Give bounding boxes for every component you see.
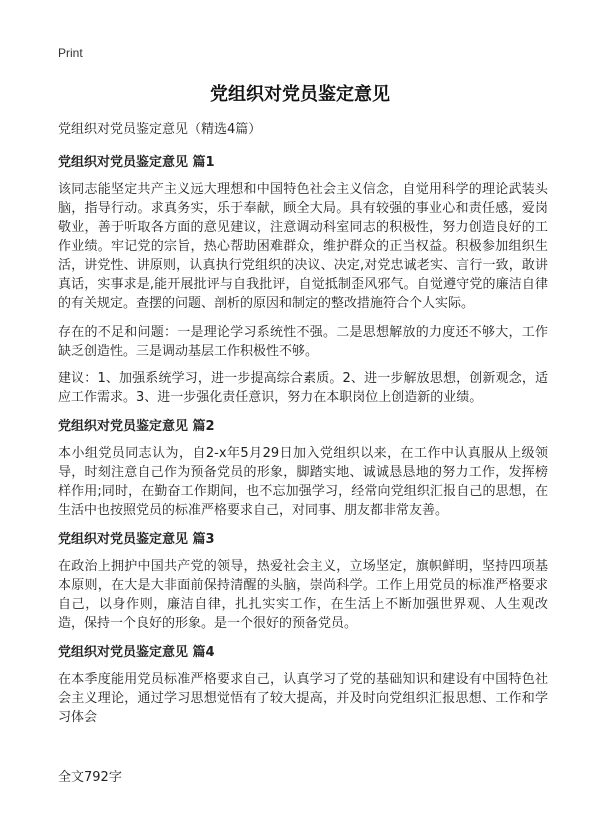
document-subtitle: 党组织对党员鉴定意见（精选4篇） bbox=[58, 122, 262, 137]
section-heading: 党组织对党员鉴定意见 篇1 bbox=[58, 155, 215, 170]
paragraph: 在政治上拥护中国共产党的领导，热爱社会主义，立场坚定，旗帜鲜明，坚持四项基本原则，在大是大非面前保持清醒的头脑，崇尚科学。工作上用党员的标准严格要求自己，以身作则，廉洁自律，扎扎实实工作，在生活上不断加强世界观、人生观改造，保持一个良好的形象。是一个很好的预备党员。 bbox=[58, 559, 548, 631]
section-4 bbox=[58, 643, 548, 727]
paragraph: 存在的不足和问题：一是理论学习系统性不强。二是思想解放的力度还不够大，工作缺乏创造性。三是调动基层工作积极性不够。 bbox=[58, 325, 548, 359]
section-heading: 党组织对党员鉴定意见 篇2 bbox=[58, 419, 215, 434]
print-link[interactable]: Print bbox=[58, 46, 83, 60]
section-heading: 党组织对党员鉴定意见 篇4 bbox=[58, 645, 215, 660]
section-heading: 党组织对党员鉴定意见 篇3 bbox=[58, 532, 215, 547]
paragraph: 本小组党员同志认为，自2-x年5月29日加入党组织以来，在工作中认真服从上级领导，时刻注意自己作为预备党员的形象，脚踏实地、诚诚恳恳地的努力工作，发挥榜样作用;同时，在勤奋工作期间，也不忘加强学习，经常向党组织汇报自己的思想，在生活中也按照党员的标准严格要求自己，对同事、朋友都非常友善。 bbox=[58, 446, 548, 518]
section-3 bbox=[58, 530, 548, 633]
word-count: 全文792字 bbox=[58, 770, 122, 785]
document-body bbox=[58, 120, 548, 735]
section-2 bbox=[58, 417, 548, 520]
paragraph: 该同志能坚定共产主义远大理想和中国特色社会主义信念，自觉用科学的理论武装头脑，指导行动。求真务实，乐于奉献，顾全大局。具有较强的事业心和责任感，爱岗敬业，善于听取各方面的意见建议，注意调动科室同志的积极性，努力创造良好的工作业绩。牢记党的宗旨，热心帮助困难群众，维护群众的正当权益。积极参加组织生活，讲党性、讲原则，认真执行党组织的决议、决定,对党忠诚老实、言行一致，敢讲真话，实事求是,能开展批评与自我批评，自觉抵制歪风邪气。自觉遵守党的廉洁自律的有关规定。查摆的问题、剖析的原因和制定的整改措施符合个人实际。 bbox=[58, 182, 548, 311]
paragraph: 在本季度能用党员标准严格要求自己，认真学习了党的基础知识和建设有中国特色社会主义理论，通过学习思想觉悟有了较大提高，并及时向党组织汇报思想、工作和学习体会 bbox=[58, 672, 548, 725]
section-1 bbox=[58, 153, 548, 407]
paragraph: 建议：1、加强系统学习，进一步提高综合素质。2、进一步解放思想，创新观念，适应工作需求。3、进一步强化责任意识，努力在本职岗位上创造新的业绩。 bbox=[58, 371, 548, 405]
page-title: 党组织对党员鉴定意见 bbox=[210, 84, 390, 105]
